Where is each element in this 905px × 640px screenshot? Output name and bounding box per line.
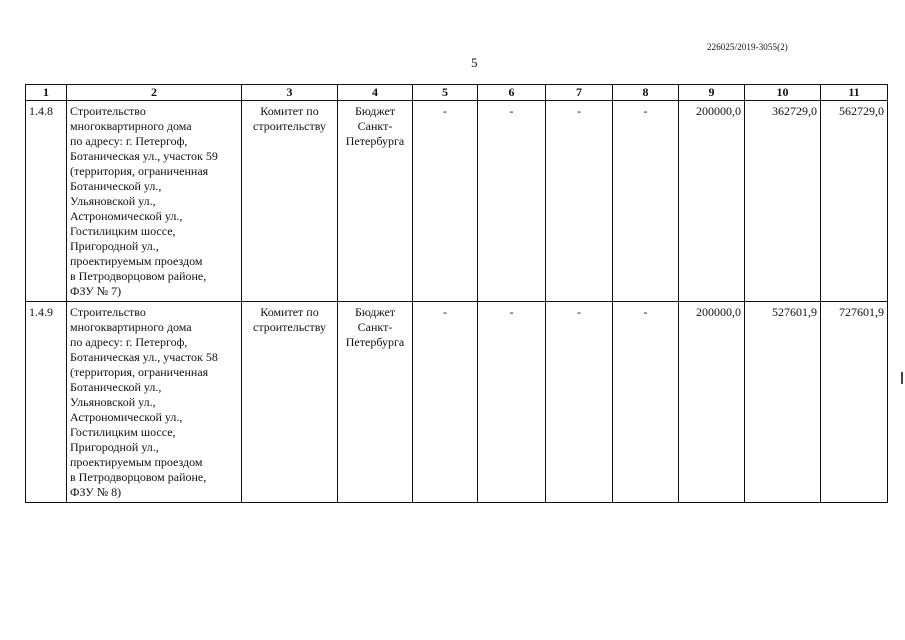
document-registration-number: 226025/2019-3055(2): [707, 42, 788, 52]
column-header: 4: [338, 85, 413, 101]
column-header: 9: [679, 85, 745, 101]
column-header: 11: [821, 85, 888, 101]
table-row: [26, 302, 888, 503]
value-col8: -: [613, 101, 679, 302]
value-col10: 362729,0: [745, 101, 821, 302]
column-header: 5: [413, 85, 478, 101]
row-number: 1.4.9: [26, 302, 67, 503]
table-row: [26, 101, 888, 302]
funding-source: Бюджет Санкт- Петербурга: [338, 101, 413, 302]
value-col7: -: [546, 101, 613, 302]
value-col5: -: [413, 101, 478, 302]
project-name: Строительство многоквартирного дома по адресу: г. Петергоф, Ботаническая ул., участок 59 (территория, ограниченная Ботанической ул., Ульяновской ул., Астрономической ул., Гостилицким шоссе, Пригородной ул., проектируемым проездом в Петродворцовом районе, ФЗУ № 7): [67, 101, 242, 302]
project-name: Строительство многоквартирного дома по адресу: г. Петергоф, Ботаническая ул., участок 58 (территория, ограниченная Ботанической ул., Ульяновской ул., Астрономической ул., Гостилицким шоссе, Пригородной ул., проектируемым проездом в Петродворцовом районе, ФЗУ № 8): [67, 302, 242, 503]
value-col7: -: [546, 302, 613, 503]
value-col8: -: [613, 302, 679, 503]
program-table: [25, 84, 888, 503]
column-header: 6: [478, 85, 546, 101]
column-header: 10: [745, 85, 821, 101]
value-col11: 562729,0: [821, 101, 888, 302]
executor: Комитет по строительству: [242, 101, 338, 302]
value-col6: -: [478, 101, 546, 302]
executor: Комитет по строительству: [242, 302, 338, 503]
value-col9: 200000,0: [679, 302, 745, 503]
table-header-row: [26, 85, 888, 101]
scan-margin-mark: [901, 372, 903, 384]
value-col9: 200000,0: [679, 101, 745, 302]
row-number: 1.4.8: [26, 101, 67, 302]
column-header: 7: [546, 85, 613, 101]
column-header: 8: [613, 85, 679, 101]
funding-source: Бюджет Санкт- Петербурга: [338, 302, 413, 503]
value-col10: 527601,9: [745, 302, 821, 503]
column-header: 1: [26, 85, 67, 101]
column-header: 3: [242, 85, 338, 101]
page-number: 5: [471, 55, 478, 70]
value-col11: 727601,9: [821, 302, 888, 503]
value-col6: -: [478, 302, 546, 503]
value-col5: -: [413, 302, 478, 503]
column-header: 2: [67, 85, 242, 101]
